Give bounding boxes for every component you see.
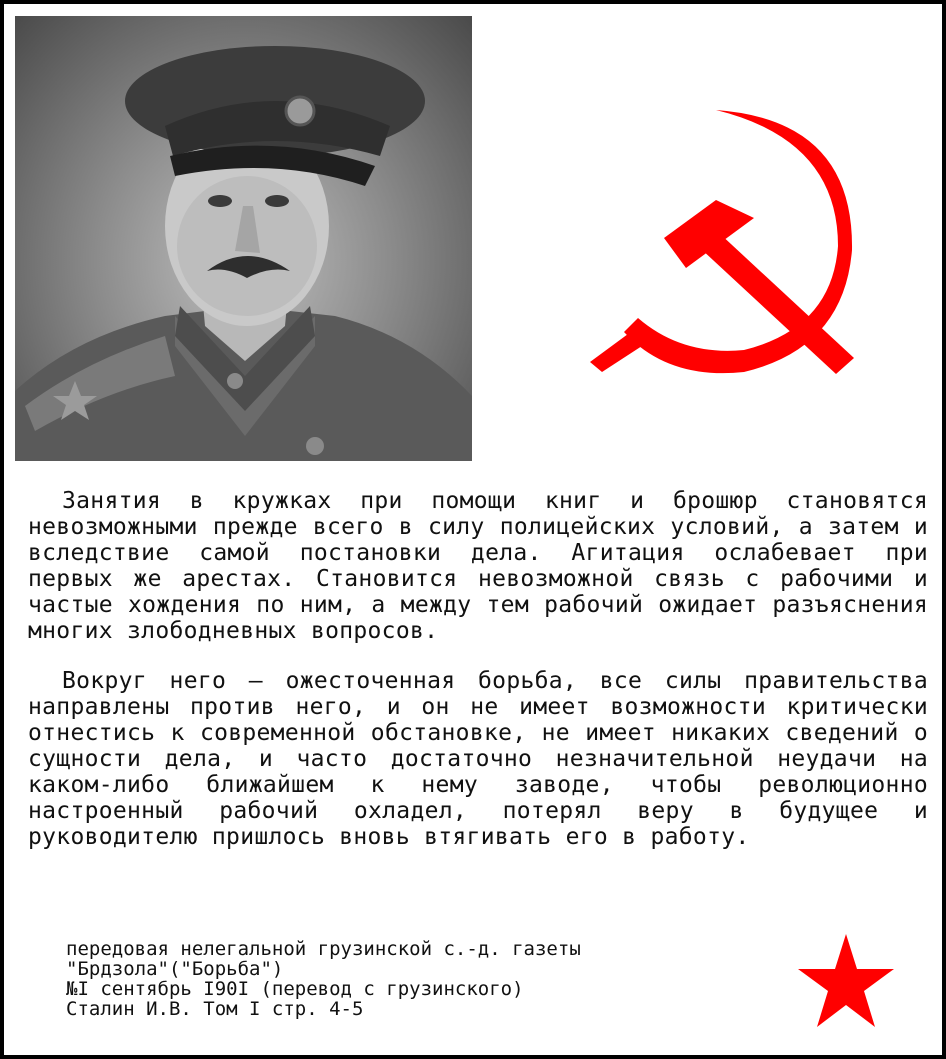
portrait-illustration	[15, 16, 472, 461]
source-line-3: №I сентябрь I90I (перевод с грузинского)	[66, 978, 524, 1000]
source-citation	[66, 939, 786, 1019]
hammer-and-sickle-icon	[588, 110, 856, 378]
red-star-icon	[797, 934, 895, 1028]
source-line-2: "Брдзола"("Борьба")	[66, 958, 284, 980]
main-text	[28, 488, 928, 874]
paragraph-2: Вокруг него — ожесточенная борьба, все силы правительства направлены против него, и он не имеет возможности критически отнестись к современной обстановке, не имеет никаких сведений о сущности дела, и часто достаточно незначительной неудачи на каком-либо ближайшем к нему заводе, чтобы революционно настроенный рабочий охладел, потерял веру в будущее и руководителю пришлось вновь втягивать его в работу.	[28, 668, 928, 850]
source-line-4: Сталин И.В. Том I стр. 4-5	[66, 998, 364, 1020]
portrait-photo	[15, 16, 472, 461]
paragraph-1: Занятия в кружках при помощи книг и брошюр становятся невозможными прежде всего в силу полицейских условий, а затем и вследствие самой постановки дела. Агитация ослабевает при первых же арестах. Становится невозможной связь с рабочими и частые хождения по ним, а между тем рабочий ожидает разъяснения многих злободневных вопросов.	[28, 488, 928, 644]
source-line-1: передовая нелегальной грузинской с.-д. газеты	[66, 938, 581, 960]
